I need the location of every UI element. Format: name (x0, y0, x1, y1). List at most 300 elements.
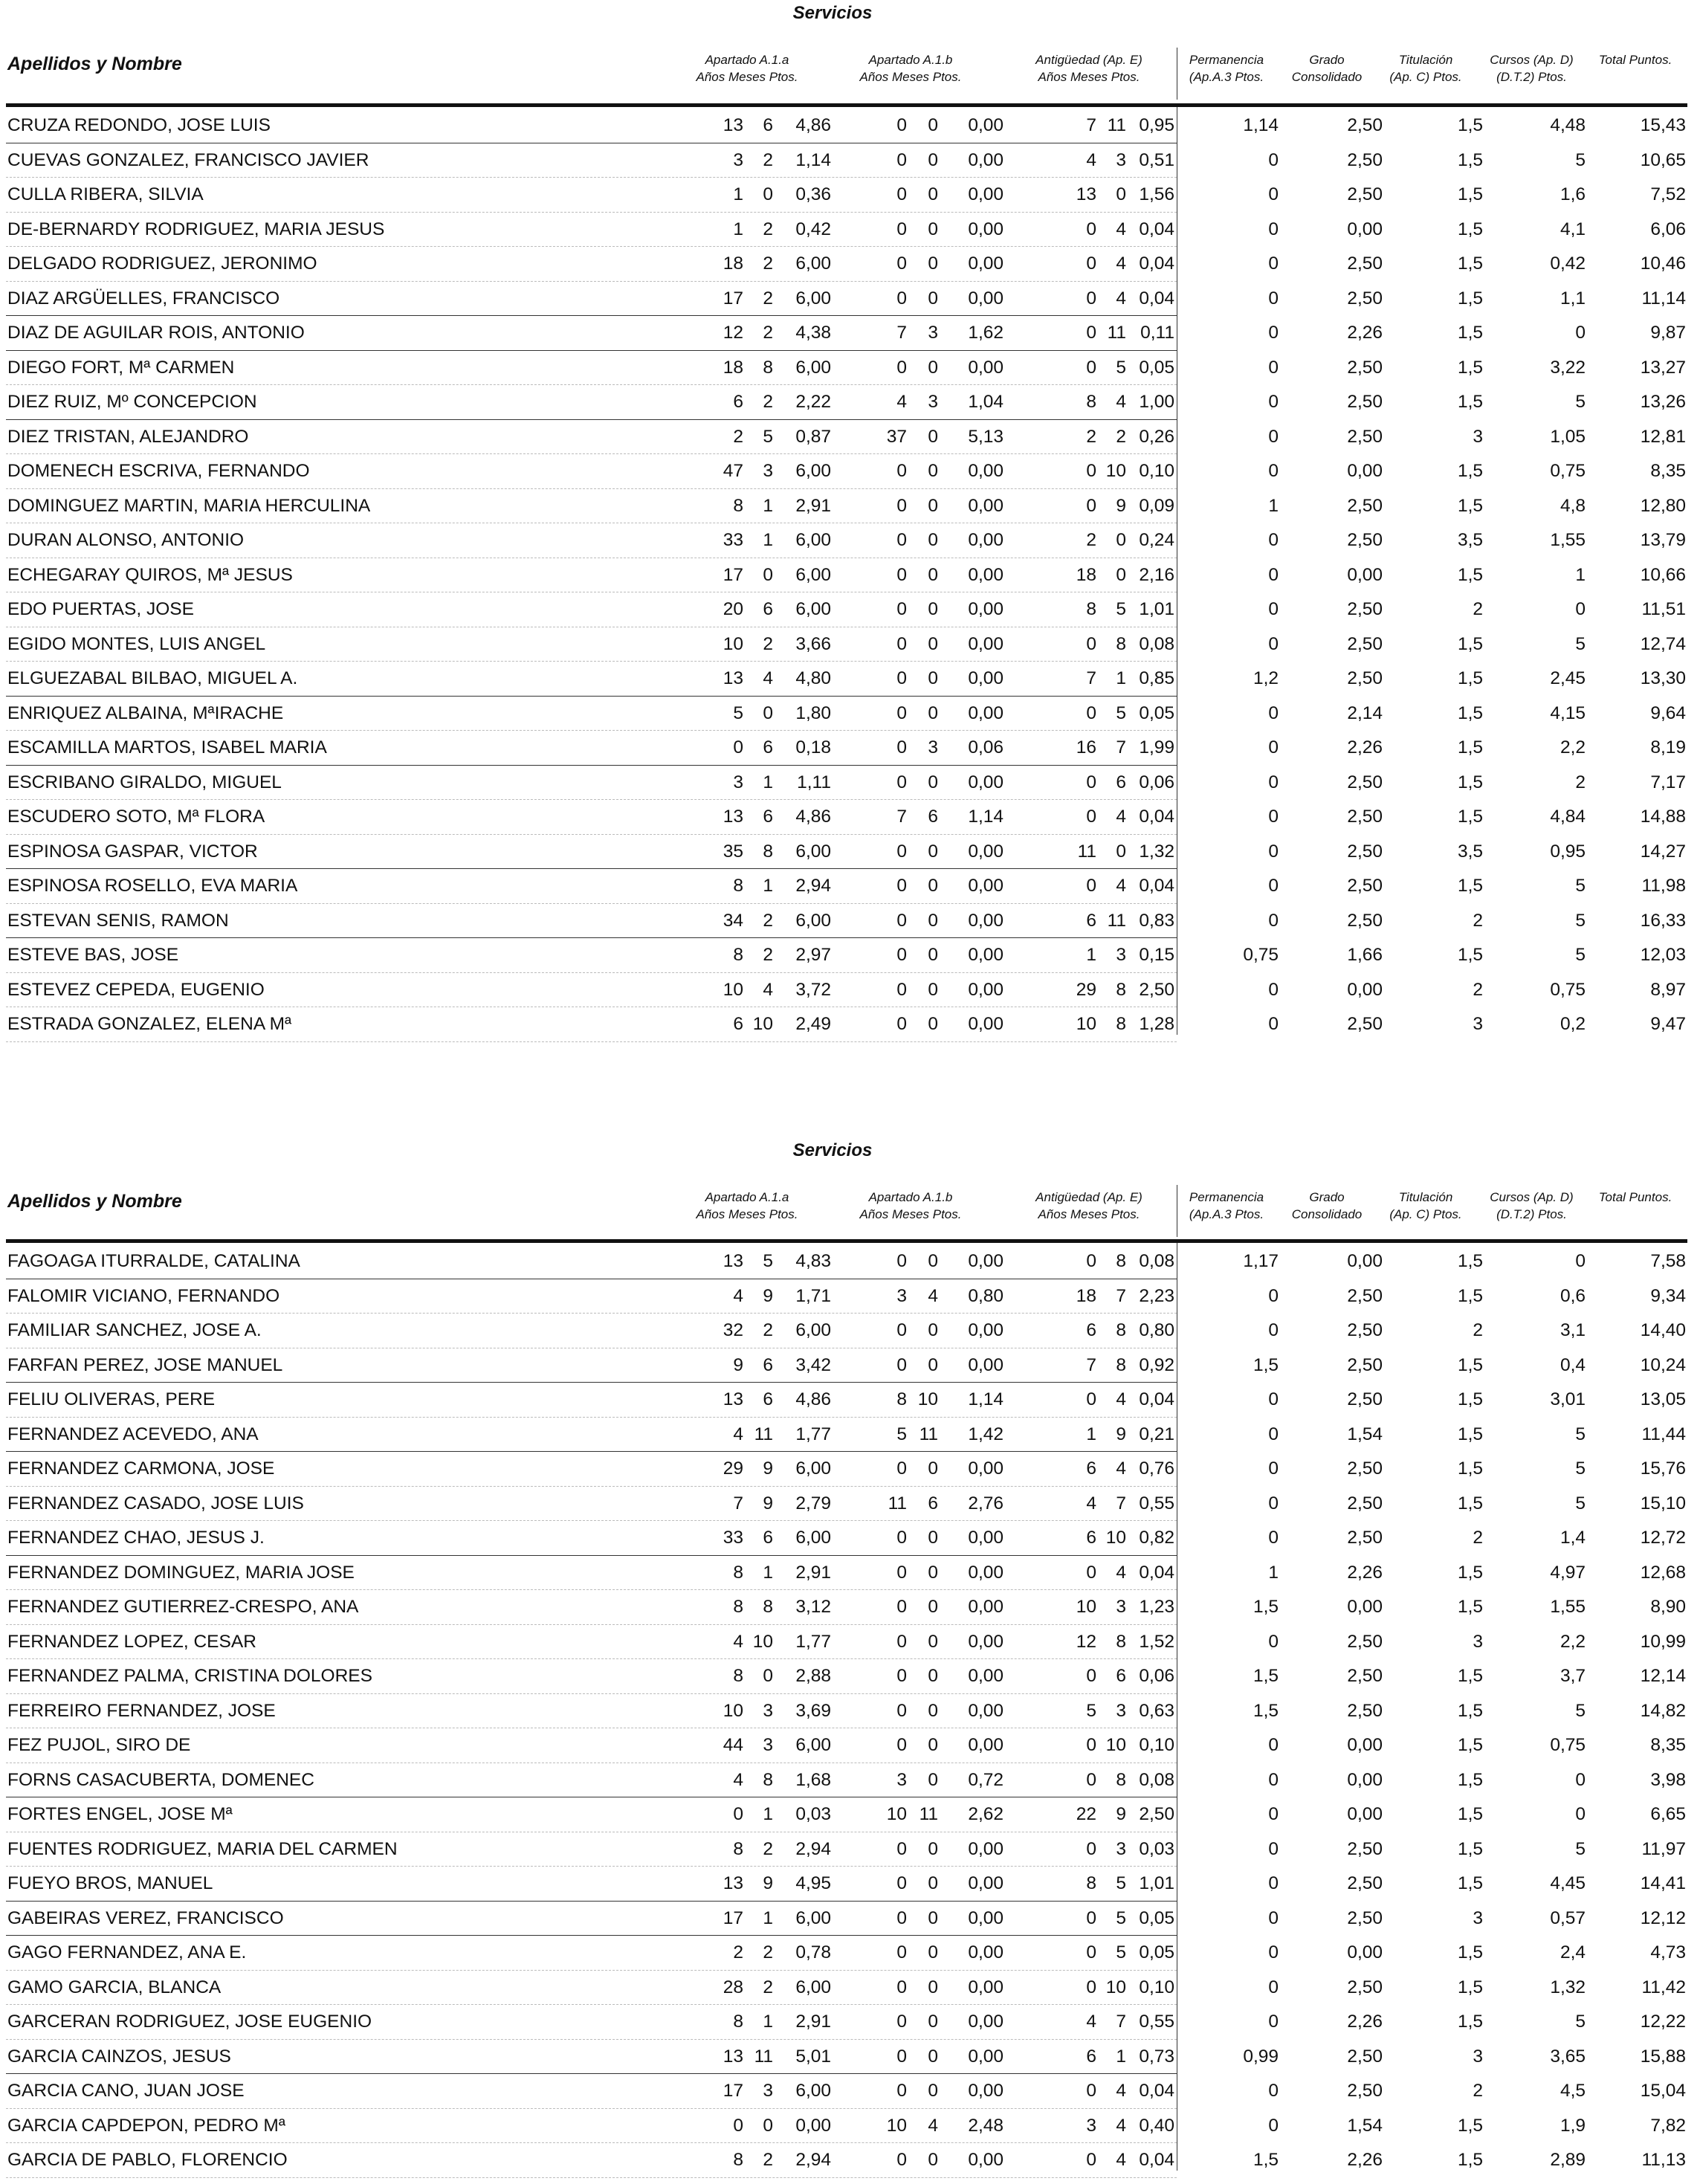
cell-a1a-anos: 8 (733, 1597, 743, 1617)
cell-cursos: 5 (1575, 945, 1586, 965)
cell-a1a-ptos: 2,97 (795, 945, 831, 965)
cell-permanencia: 0 (1268, 1528, 1279, 1548)
employee-name: GABEIRAS VEREZ, FRANCISCO (7, 1907, 284, 1928)
table-row (0, 1936, 1700, 1971)
cell-ant-ptos: 1,00 (1139, 392, 1174, 412)
cell-grado: 0,00 (1347, 1769, 1383, 1790)
cell-titulacion: 1,5 (1457, 1285, 1483, 1306)
cell-a1a-meses: 2 (763, 2150, 773, 2170)
cell-a1b-ptos: 1,42 (968, 1424, 1003, 1444)
cell-a1a-anos: 13 (723, 2046, 743, 2067)
cell-permanencia: 0 (1268, 1942, 1279, 1962)
cell-ant-ptos: 0,04 (1139, 2081, 1174, 2101)
cell-ant-meses: 4 (1116, 2115, 1126, 2136)
cell-titulacion: 3 (1473, 1907, 1483, 1928)
cell-a1b-anos: 0 (896, 1320, 907, 1340)
cell-a1a-ptos: 4,80 (795, 668, 831, 688)
cell-grado: 2,50 (1347, 668, 1383, 688)
cell-ant-anos: 6 (1086, 1458, 1096, 1479)
cell-total: 10,46 (1640, 253, 1686, 274)
cell-a1b-ptos: 2,76 (968, 1493, 1003, 1513)
cell-permanencia: 0 (1268, 1389, 1279, 1409)
cell-ant-ptos: 2,50 (1139, 1804, 1174, 1824)
cell-a1b-anos: 37 (886, 426, 907, 447)
cell-a1b-anos: 3 (896, 1769, 907, 1790)
header-permanencia: Permanencia (Ap.A.3 Ptos. (1189, 53, 1264, 84)
cell-a1b-ptos: 0,00 (968, 184, 1003, 204)
employee-name: FERNANDEZ ACEVEDO, ANA (7, 1424, 259, 1444)
employee-name: FERNANDEZ GUTIERREZ-CRESPO, ANA (7, 1597, 359, 1617)
cell-ant-anos: 0 (1086, 1562, 1096, 1583)
cell-titulacion: 1,5 (1457, 1977, 1483, 1997)
cell-permanencia: 0 (1268, 772, 1279, 792)
cell-a1b-ptos: 0,00 (968, 633, 1003, 654)
cell-ant-ptos: 0,26 (1139, 426, 1174, 447)
cell-a1b-ptos: 0,00 (968, 1251, 1003, 1271)
cell-a1a-meses: 2 (763, 1942, 773, 1962)
employee-name: FERNANDEZ PALMA, CRISTINA DOLORES (7, 1666, 372, 1686)
cell-total: 10,65 (1640, 149, 1686, 170)
table-row (0, 420, 1700, 455)
cell-cursos: 1,32 (1550, 1977, 1586, 1997)
employee-name: ECHEGARAY QUIROS, Mª JESUS (7, 564, 293, 585)
cell-ant-anos: 2 (1086, 530, 1096, 550)
cell-grado: 2,26 (1347, 323, 1383, 343)
cell-ant-anos: 0 (1086, 702, 1096, 723)
cell-a1b-ptos: 0,00 (968, 115, 1003, 135)
cell-ant-anos: 29 (1076, 979, 1096, 1000)
cell-grado: 2,26 (1347, 737, 1383, 757)
cell-grado: 2,50 (1347, 1389, 1383, 1409)
cell-titulacion: 1,5 (1457, 1389, 1483, 1409)
cell-a1b-ptos: 0,00 (968, 288, 1003, 308)
employee-name: FARFAN PEREZ, JOSE MANUEL (7, 1354, 283, 1375)
cell-a1a-meses: 3 (763, 461, 773, 481)
cell-total: 11,42 (1641, 1977, 1686, 1997)
cell-total: 10,99 (1640, 1631, 1686, 1652)
cell-a1a-ptos: 6,00 (795, 1735, 831, 1755)
cell-a1a-anos: 10 (723, 633, 743, 654)
cell-ant-anos: 7 (1086, 1354, 1096, 1375)
cell-ant-anos: 0 (1086, 253, 1096, 274)
cell-a1a-meses: 2 (763, 1838, 773, 1859)
cell-a1b-anos: 0 (896, 668, 907, 688)
cell-permanencia: 0 (1268, 1320, 1279, 1340)
cell-a1b-anos: 0 (896, 288, 907, 308)
cell-grado: 2,50 (1347, 876, 1383, 896)
cell-a1a-anos: 29 (723, 1458, 743, 1479)
header-grado: Grado Consolidado (1291, 1190, 1363, 1221)
cell-cursos: 2,4 (1560, 1942, 1586, 1962)
cell-permanencia: 1,5 (1253, 1700, 1279, 1721)
cell-total: 14,27 (1640, 841, 1686, 862)
cell-total: 15,43 (1640, 115, 1686, 135)
cell-a1b-meses: 0 (928, 1631, 938, 1652)
cell-titulacion: 2 (1473, 910, 1483, 931)
cell-a1b-meses: 0 (928, 1942, 938, 1962)
cell-cursos: 5 (1575, 1493, 1586, 1513)
cell-a1a-anos: 17 (723, 288, 743, 308)
cell-ant-ptos: 0,06 (1139, 772, 1174, 792)
cell-a1b-anos: 0 (896, 1528, 907, 1548)
cell-total: 12,03 (1640, 945, 1686, 965)
cell-a1a-ptos: 0,78 (795, 1942, 831, 1962)
header-rule (6, 103, 1687, 107)
cell-a1a-anos: 4 (733, 1769, 743, 1790)
cell-titulacion: 1,5 (1457, 1769, 1483, 1790)
cell-a1b-meses: 0 (928, 979, 938, 1000)
cell-total: 8,35 (1650, 1735, 1686, 1755)
cell-a1a-ptos: 0,18 (795, 737, 831, 757)
cell-a1b-ptos: 0,00 (968, 1631, 1003, 1652)
cell-a1b-meses: 0 (928, 1977, 938, 1997)
cell-a1b-anos: 0 (896, 633, 907, 654)
cell-total: 15,10 (1640, 1493, 1686, 1513)
cell-a1b-anos: 0 (896, 149, 907, 170)
cell-a1b-anos: 0 (896, 1838, 907, 1859)
cell-cursos: 0 (1575, 323, 1586, 343)
cell-grado: 2,50 (1347, 495, 1383, 516)
cell-grado: 2,50 (1347, 115, 1383, 135)
cell-a1b-ptos: 0,00 (968, 564, 1003, 585)
table-row (0, 1763, 1700, 1798)
cell-grado: 0,00 (1347, 979, 1383, 1000)
cell-ant-meses: 11 (1107, 910, 1126, 931)
cell-a1b-ptos: 0,00 (968, 149, 1003, 170)
cell-cursos: 1,05 (1550, 426, 1586, 447)
cell-a1a-anos: 8 (733, 945, 743, 965)
cell-a1b-ptos: 2,48 (968, 2115, 1003, 2136)
cell-a1b-ptos: 0,00 (968, 772, 1003, 792)
cell-a1b-meses: 0 (928, 2150, 938, 2170)
cell-a1a-anos: 6 (733, 392, 743, 412)
cell-a1b-meses: 0 (928, 2046, 938, 2067)
cell-cursos: 2 (1575, 772, 1586, 792)
cell-total: 7,17 (1650, 772, 1686, 792)
employee-name: GARCIA DE PABLO, FLORENCIO (7, 2150, 288, 2170)
cell-grado: 0,00 (1347, 1597, 1383, 1617)
cell-grado: 2,50 (1347, 357, 1383, 378)
cell-cursos: 0,95 (1550, 841, 1586, 862)
cell-cursos: 0 (1575, 1804, 1586, 1824)
cell-permanencia: 0 (1268, 1838, 1279, 1859)
cell-a1a-anos: 34 (723, 910, 743, 931)
employee-name: ESPINOSA ROSELLO, EVA MARIA (7, 876, 298, 896)
cell-ant-anos: 16 (1076, 737, 1096, 757)
cell-ant-meses: 6 (1116, 772, 1126, 792)
cell-a1b-meses: 0 (928, 1873, 938, 1893)
header-a1b: Apartado A.1.b Años Meses Ptos. (859, 53, 962, 84)
employee-name: GAGO FERNANDEZ, ANA E. (7, 1942, 247, 1962)
cell-titulacion: 1,5 (1457, 1700, 1483, 1721)
table-row (0, 178, 1700, 213)
cell-a1b-meses: 3 (928, 737, 938, 757)
cell-permanencia: 0 (1268, 1493, 1279, 1513)
cell-ant-meses: 5 (1116, 702, 1126, 723)
cell-cursos: 3,65 (1550, 2046, 1586, 2067)
employee-name: ENRIQUEZ ALBAINA, MªIRACHE (7, 702, 284, 723)
cell-a1b-ptos: 0,00 (968, 1907, 1003, 1928)
cell-a1a-ptos: 0,03 (795, 1804, 831, 1824)
cell-a1a-meses: 2 (763, 253, 773, 274)
cell-ant-meses: 5 (1116, 1873, 1126, 1893)
cell-a1b-ptos: 0,00 (968, 357, 1003, 378)
cell-cursos: 1 (1575, 564, 1586, 585)
cell-a1a-anos: 2 (733, 1942, 743, 1962)
header-name: Apellidos y Nombre (7, 1191, 182, 1212)
cell-titulacion: 1,5 (1457, 1424, 1483, 1444)
cell-ant-anos: 10 (1076, 1597, 1096, 1617)
cell-a1a-ptos: 6,00 (795, 2081, 831, 2101)
cell-total: 11,13 (1641, 2150, 1686, 2170)
cell-ant-ptos: 0,55 (1139, 1493, 1174, 1513)
cell-ant-anos: 0 (1086, 1735, 1096, 1755)
cell-a1a-ptos: 6,00 (795, 1907, 831, 1928)
cell-a1b-anos: 0 (896, 599, 907, 619)
cell-a1b-ptos: 2,62 (968, 1804, 1003, 1824)
cell-ant-meses: 0 (1116, 184, 1126, 204)
cell-titulacion: 1,5 (1457, 1942, 1483, 1962)
cell-a1a-anos: 8 (733, 876, 743, 896)
cell-ant-ptos: 0,15 (1139, 945, 1174, 965)
cell-ant-anos: 0 (1086, 323, 1096, 343)
cell-a1a-meses: 2 (763, 945, 773, 965)
table-row (0, 2109, 1700, 2144)
cell-a1b-meses: 0 (928, 1014, 938, 1034)
cell-a1a-ptos: 1,68 (795, 1769, 831, 1790)
cell-a1a-anos: 17 (723, 2081, 743, 2101)
cell-a1a-anos: 17 (723, 1907, 743, 1928)
cell-a1a-ptos: 6,00 (795, 1528, 831, 1548)
cell-ant-meses: 8 (1116, 1354, 1126, 1375)
cell-a1a-ptos: 1,80 (795, 702, 831, 723)
employee-name: DIAZ ARGÜELLES, FRANCISCO (7, 288, 280, 308)
table-row (0, 627, 1700, 662)
cell-ant-meses: 0 (1116, 564, 1126, 585)
cell-grado: 0,00 (1347, 461, 1383, 481)
cell-ant-ptos: 0,05 (1139, 702, 1174, 723)
cell-titulacion: 1,5 (1457, 288, 1483, 308)
cell-a1a-ptos: 1,14 (795, 149, 831, 170)
cell-cursos: 0,42 (1550, 253, 1586, 274)
cell-a1b-meses: 0 (928, 1562, 938, 1583)
cell-a1b-anos: 10 (886, 1804, 907, 1824)
employee-name: FORTES ENGEL, JOSE Mª (7, 1804, 233, 1824)
cell-ant-ptos: 0,04 (1139, 253, 1174, 274)
cell-a1a-meses: 8 (763, 1597, 773, 1617)
cell-permanencia: 0 (1268, 149, 1279, 170)
cell-a1b-ptos: 0,00 (968, 1562, 1003, 1583)
cell-a1b-ptos: 0,00 (968, 253, 1003, 274)
cell-titulacion: 1,5 (1457, 807, 1483, 827)
cell-a1a-anos: 0 (733, 737, 743, 757)
cell-permanencia: 0 (1268, 1977, 1279, 1997)
header-grado: Grado Consolidado (1291, 53, 1363, 84)
cell-a1b-anos: 0 (896, 2012, 907, 2032)
cell-a1a-ptos: 6,00 (795, 357, 831, 378)
cell-cursos: 5 (1575, 392, 1586, 412)
cell-a1b-ptos: 0,00 (968, 1528, 1003, 1548)
cell-a1b-meses: 0 (928, 1769, 938, 1790)
cell-a1a-meses: 0 (763, 2115, 773, 2136)
cell-ant-ptos: 0,03 (1139, 1838, 1174, 1859)
cell-a1a-ptos: 2,94 (795, 2150, 831, 2170)
cell-grado: 1,54 (1347, 1424, 1383, 1444)
cell-a1b-meses: 0 (928, 702, 938, 723)
cell-titulacion: 1,5 (1457, 1458, 1483, 1479)
cell-titulacion: 1,5 (1457, 1804, 1483, 1824)
table-row (0, 1694, 1700, 1729)
cell-total: 11,14 (1641, 288, 1686, 308)
cell-a1b-anos: 0 (896, 876, 907, 896)
cell-a1b-anos: 0 (896, 1562, 907, 1583)
cell-a1a-meses: 0 (763, 184, 773, 204)
cell-total: 8,19 (1650, 737, 1686, 757)
cell-a1a-anos: 13 (723, 115, 743, 135)
cell-ant-anos: 0 (1086, 1251, 1096, 1271)
cell-total: 14,82 (1640, 1700, 1686, 1721)
cell-ant-anos: 0 (1086, 2081, 1096, 2101)
header-a1a: Apartado A.1.a Años Meses Ptos. (696, 53, 798, 84)
cell-a1a-meses: 4 (763, 668, 773, 688)
cell-total: 11,97 (1641, 1838, 1686, 1859)
cell-cursos: 4,1 (1560, 219, 1586, 239)
cell-a1a-anos: 10 (723, 1700, 743, 1721)
cell-ant-anos: 5 (1086, 1700, 1096, 1721)
cell-a1a-meses: 2 (763, 323, 773, 343)
cell-ant-ptos: 0,05 (1139, 1907, 1174, 1928)
cell-ant-anos: 10 (1076, 1014, 1096, 1034)
cell-a1b-anos: 0 (896, 253, 907, 274)
cell-titulacion: 2 (1473, 979, 1483, 1000)
cell-permanencia: 0 (1268, 807, 1279, 827)
cell-a1b-meses: 4 (928, 2115, 938, 2136)
cell-a1b-meses: 0 (928, 149, 938, 170)
employee-name: ESCUDERO SOTO, Mª FLORA (7, 807, 265, 827)
employee-name: FEZ PUJOL, SIRO DE (7, 1735, 191, 1755)
cell-a1a-ptos: 2,79 (795, 1493, 831, 1513)
cell-a1b-meses: 0 (928, 841, 938, 862)
cell-ant-meses: 7 (1116, 2012, 1126, 2032)
cell-ant-anos: 0 (1086, 2150, 1096, 2170)
cell-permanencia: 0 (1268, 633, 1279, 654)
cell-a1a-ptos: 1,71 (795, 1285, 831, 1306)
cell-cursos: 4,97 (1550, 1562, 1586, 1583)
cell-a1b-meses: 0 (928, 253, 938, 274)
cell-a1b-anos: 0 (896, 1700, 907, 1721)
header-rule (6, 1239, 1687, 1243)
cell-permanencia: 0 (1268, 979, 1279, 1000)
cell-permanencia: 0 (1268, 1735, 1279, 1755)
cell-ant-meses: 3 (1116, 149, 1126, 170)
cell-a1b-ptos: 0,00 (968, 530, 1003, 550)
cell-a1a-anos: 0 (733, 1804, 743, 1824)
cell-total: 12,80 (1640, 495, 1686, 516)
cell-titulacion: 1,5 (1457, 2115, 1483, 2136)
cell-titulacion: 1,5 (1457, 392, 1483, 412)
cell-grado: 2,50 (1347, 910, 1383, 931)
cell-ant-meses: 4 (1116, 219, 1126, 239)
cell-permanencia: 1,14 (1243, 115, 1279, 135)
cell-a1b-ptos: 0,00 (968, 945, 1003, 965)
cell-total: 14,41 (1640, 1873, 1686, 1893)
cell-titulacion: 1,5 (1457, 495, 1483, 516)
employee-name: DELGADO RODRIGUEZ, JERONIMO (7, 253, 317, 274)
table-row (0, 1625, 1700, 1660)
cell-a1b-meses: 0 (928, 495, 938, 516)
cell-cursos: 3,01 (1550, 1389, 1586, 1409)
cell-ant-meses: 7 (1116, 1285, 1126, 1306)
table-row (0, 1007, 1700, 1042)
cell-ant-anos: 0 (1086, 807, 1096, 827)
cell-ant-anos: 0 (1086, 461, 1096, 481)
cell-a1a-meses: 3 (763, 1735, 773, 1755)
cell-a1a-ptos: 6,00 (795, 910, 831, 931)
cell-a1a-anos: 4 (733, 1631, 743, 1652)
cell-a1b-anos: 0 (896, 219, 907, 239)
cell-a1b-ptos: 1,62 (968, 323, 1003, 343)
cell-a1a-meses: 10 (752, 1014, 773, 1034)
cell-grado: 2,50 (1347, 1493, 1383, 1513)
cell-a1a-ptos: 6,00 (795, 1458, 831, 1479)
cell-ant-anos: 4 (1086, 149, 1096, 170)
cell-permanencia: 0 (1268, 1907, 1279, 1928)
cell-permanencia: 0 (1268, 461, 1279, 481)
cell-ant-anos: 0 (1086, 1769, 1096, 1790)
cell-cursos: 0,6 (1560, 1285, 1586, 1306)
table-row (0, 973, 1700, 1008)
cell-ant-anos: 12 (1076, 1631, 1096, 1652)
cell-cursos: 0,75 (1550, 461, 1586, 481)
cell-a1a-ptos: 2,94 (795, 876, 831, 896)
cell-cursos: 2,2 (1560, 1631, 1586, 1652)
cell-a1b-meses: 0 (928, 530, 938, 550)
cell-a1a-ptos: 1,11 (797, 772, 831, 792)
cell-ant-meses: 4 (1116, 807, 1126, 827)
cell-permanencia: 1,2 (1253, 668, 1279, 688)
cell-grado: 2,26 (1347, 1562, 1383, 1583)
cell-a1b-ptos: 0,00 (968, 910, 1003, 931)
cell-cursos: 5 (1575, 149, 1586, 170)
cell-a1b-ptos: 0,00 (968, 702, 1003, 723)
cell-total: 12,68 (1640, 1562, 1686, 1583)
cell-a1a-meses: 2 (763, 633, 773, 654)
cell-a1b-meses: 0 (928, 564, 938, 585)
cell-a1a-anos: 8 (733, 495, 743, 516)
cell-a1b-ptos: 0,00 (968, 876, 1003, 896)
cell-a1a-anos: 1 (733, 219, 743, 239)
cell-titulacion: 1,5 (1457, 461, 1483, 481)
cell-permanencia: 0 (1268, 1014, 1279, 1034)
cell-a1b-meses: 0 (928, 945, 938, 965)
cell-ant-ptos: 0,06 (1139, 1666, 1174, 1686)
cell-grado: 2,50 (1347, 1458, 1383, 1479)
cell-cursos: 0 (1575, 1251, 1586, 1271)
cell-total: 8,97 (1650, 979, 1686, 1000)
cell-grado: 2,50 (1347, 1873, 1383, 1893)
employee-name: GAMO GARCIA, BLANCA (7, 1977, 222, 1997)
cell-a1b-meses: 0 (928, 184, 938, 204)
cell-a1b-anos: 0 (896, 737, 907, 757)
cell-ant-anos: 4 (1086, 1493, 1096, 1513)
cell-a1a-meses: 2 (763, 910, 773, 931)
cell-grado: 2,50 (1347, 1528, 1383, 1548)
cell-total: 15,76 (1640, 1458, 1686, 1479)
cell-a1a-anos: 3 (733, 149, 743, 170)
table-row (0, 2005, 1700, 2040)
cell-a1b-anos: 0 (896, 702, 907, 723)
table-row (0, 1590, 1700, 1625)
